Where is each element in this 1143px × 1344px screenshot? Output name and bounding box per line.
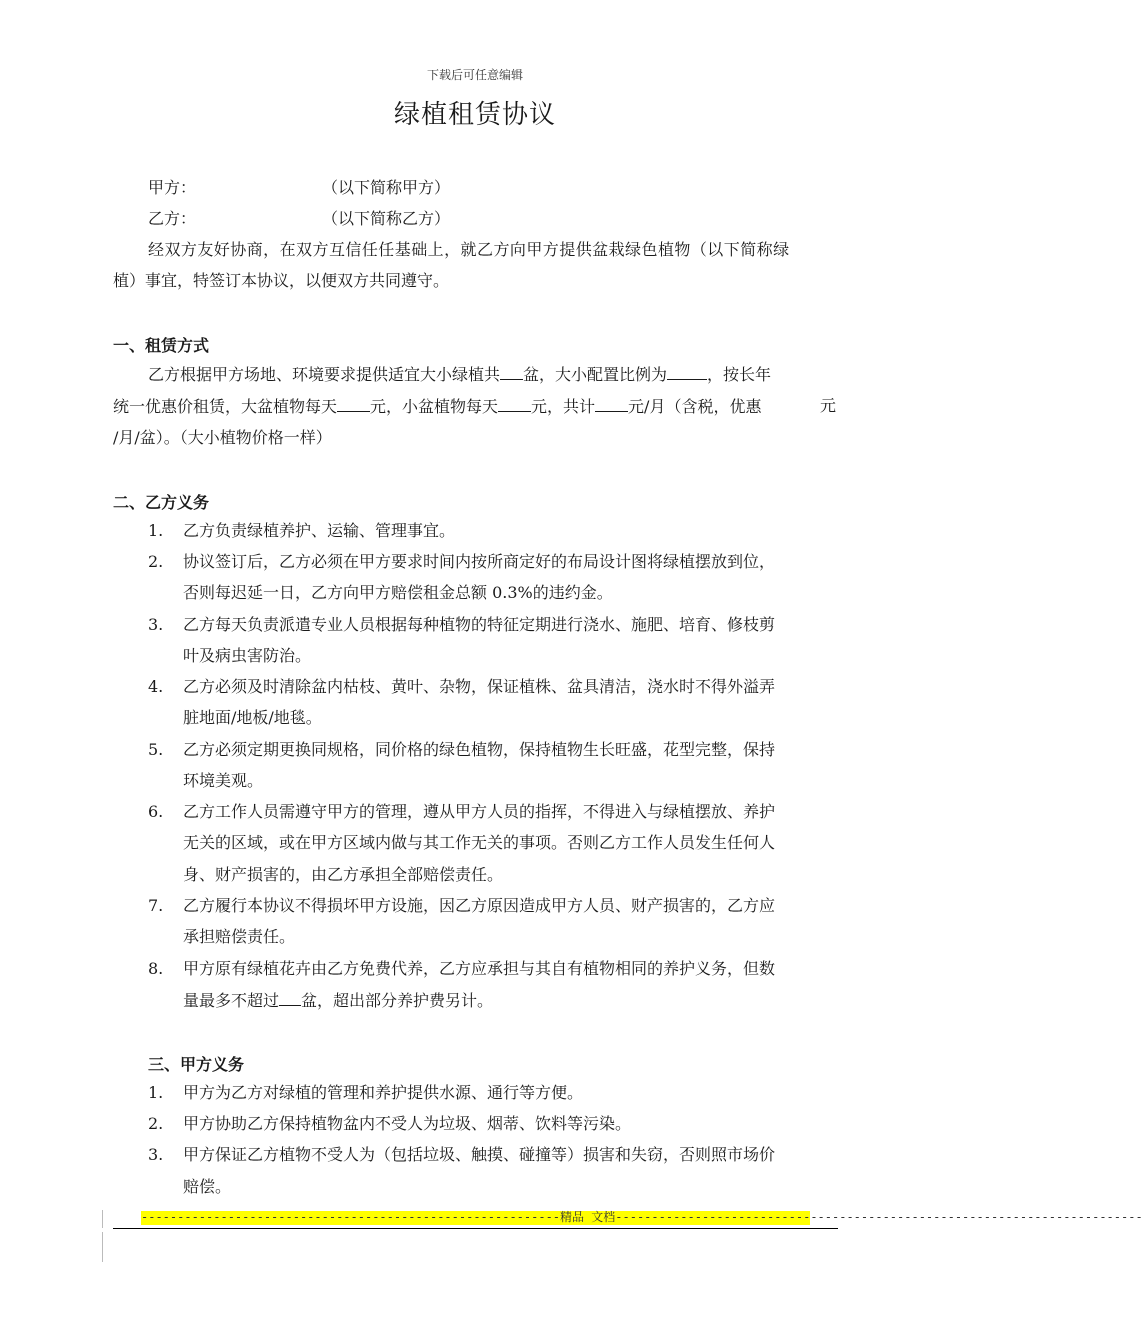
s2-item-5-line-1: 乙方必须定期更换同规格，同价格的绿色植物，保持植物生长旺盛，花型完整，保持 [183,740,776,759]
s2-item-2-line-1: 协议签订后，乙方必须在甲方要求时间内按所商定好的布局设计图将绿植摆放到位， [183,552,776,571]
blank-max-pots [279,990,301,1006]
s2-item-3-num: 3. [148,615,164,634]
s2-item-6-num: 6. [148,802,164,821]
s2-item-7-line-2: 承担赔偿责任。 [183,927,296,946]
s2-item-1-line-1: 乙方负责绿植养护、运输、管理事宜。 [183,521,456,540]
party-a-label: 甲方： [148,178,197,197]
blank-plant-count [500,364,523,380]
blank-total [595,396,628,412]
s3-item-1-num: 1. [148,1083,164,1102]
s3-item-3-num: 3. [148,1145,164,1164]
s2-item-1-num: 1. [148,521,164,540]
s3-item-3-line-2: 赔偿。 [183,1177,232,1196]
document-title: 绿植租赁协议 [393,100,556,130]
s2-item-6-line-2: 无关的区域，或在甲方区域内做与其工作无关的事项。否则乙方工作人员发生任何人 [183,833,776,852]
section-1-line-2-e: 元 [820,396,837,415]
s2-item-6-line-1: 乙方工作人员需遵守甲方的管理，遵从甲方人员的指挥，不得进入与绿植摆放、养护 [183,802,776,821]
s2-item-6-line-3: 身、财产损害的，由乙方承担全部赔偿责任。 [183,865,504,884]
section-1-line-2-d: 元/月（含税，优惠 [628,397,762,416]
party-b-label: 乙方： [148,209,197,228]
s3-item-2-num: 2. [148,1114,164,1133]
intro-line-1: 经双方友好协商，在双方互信任任基础上，就乙方向甲方提供盆栽绿色植物（以下简称绿 [148,240,790,259]
section-1-line-1-b: 盆，大小配置比例为 [523,365,668,384]
s2-item-7-num: 7. [148,896,164,915]
s2-item-8-num: 8. [148,959,164,978]
section-3-heading: 三、甲方义务 [148,1055,245,1074]
s2-item-4-num: 4. [148,677,164,696]
footer-dashes-left: ---------------------------------------------------------- [141,1210,561,1224]
s2-item-8-line-2-a: 量最多不超过 [183,991,280,1010]
party-b-note: （以下简称乙方） [322,209,451,228]
party-a-note: （以下简称甲方） [322,178,451,197]
footer-rule [113,1228,838,1229]
blank-size-ratio [667,364,707,380]
s2-item-7-line-1: 乙方履行本协议不得损坏甲方设施，因乙方原因造成甲方人员、财产损害的，乙方应 [183,896,776,915]
footer-label: 精品 文档 [560,1210,616,1224]
s2-item-4-line-1: 乙方必须及时清除盆内枯枝、黄叶、杂物，保证植株、盆具清洁，浇水时不得外溢弄 [183,677,776,696]
section-1-line-2 [113,396,761,417]
intro-line-2: 植）事宜，特签订本协议，以便双方共同遵守。 [113,271,450,290]
section-1-line-3: /月/盆）。（大小植物价格一样） [113,428,332,447]
section-2-heading: 二、乙方义务 [113,493,210,512]
section-1-line-1-c: ，按长年 [707,365,772,384]
section-1-line-2-c: 元，共计 [531,397,596,416]
blank-large-price [337,396,370,412]
header-note: 下载后可任意编辑 [426,68,523,82]
s2-item-2-num: 2. [148,552,164,571]
margin-mark-top [102,1210,103,1228]
s2-item-5-num: 5. [148,740,164,759]
blank-small-price [498,396,531,412]
s3-item-2-line-1: 甲方协助乙方保持植物盆内不受人为垃圾、烟蒂、饮料等污染。 [183,1114,632,1133]
s2-item-4-line-2: 脏地面/地板/地毯。 [183,708,322,727]
margin-mark-bottom [102,1232,103,1262]
section-1-line-2-a: 统一优惠价租赁，大盆植物每天 [113,397,338,416]
footer-dashes-right: ------------------------------------------------------------------------- [615,1210,1143,1224]
s2-item-8-line-2 [183,990,493,1011]
s2-item-3-line-2: 叶及病虫害防治。 [183,646,312,665]
section-1-line-1-a: 乙方根据甲方场地、环境要求提供适宜大小绿植共 [148,365,501,384]
section-1-line-1 [148,364,771,385]
s2-item-3-line-1: 乙方每天负责派遣专业人员根据每种植物的特征定期进行浇水、施肥、培育、修枝剪 [183,615,776,634]
footer-text [141,1210,1143,1225]
section-1-heading: 一、租赁方式 [113,336,210,355]
s2-item-8-line-2-b: 盆，超出部分养护费另计。 [301,991,494,1010]
s2-item-8-line-1: 甲方原有绿植花卉由乙方免费代养，乙方应承担与其自有植物相同的养护义务，但数 [183,959,776,978]
s2-item-2-line-2: 否则每迟延一日，乙方向甲方赔偿租金总额 0.3%的违约金。 [183,583,613,602]
s3-item-3-line-1: 甲方保证乙方植物不受人为（包括垃圾、触摸、碰撞等）损害和失窃，否则照市场价 [183,1145,776,1164]
s2-item-5-line-2: 环境美观。 [183,771,264,790]
s3-item-1-line-1: 甲方为乙方对绿植的管理和养护提供水源、通行等方便。 [183,1083,584,1102]
section-1-line-2-b: 元，小盆植物每天 [370,397,499,416]
